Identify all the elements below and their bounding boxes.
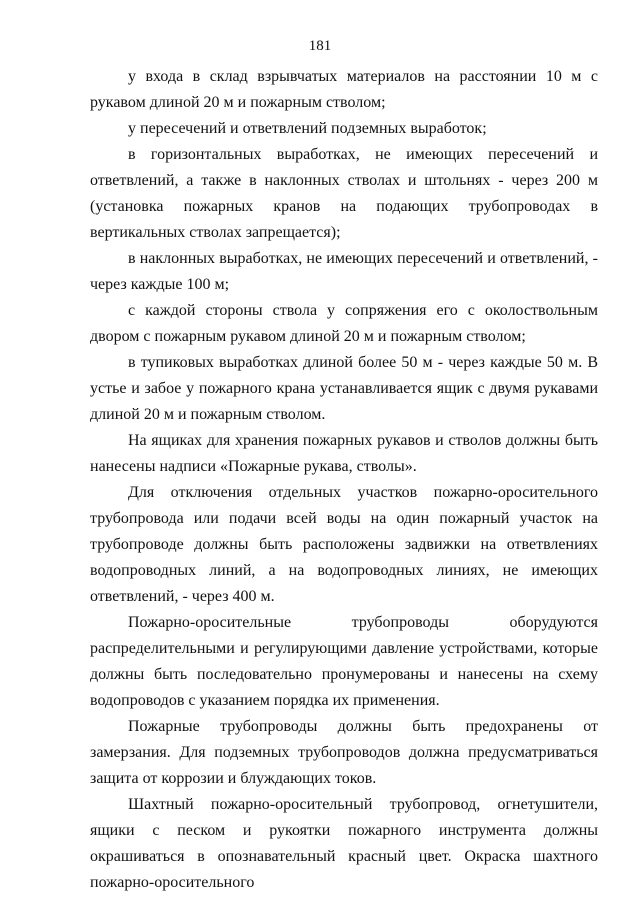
paragraph: Пожарно-оросительные трубопроводы оборудуются распределительными и регулирующими давление устройствами, которые должны быть последовательно пронумерованы и нанесены на схему водопроводов с указанием порядка их применения.	[90, 614, 598, 709]
paragraph: у пересечений и ответвлений подземных выработок;	[128, 120, 487, 137]
paragraph: с каждой стороны ствола у сопряжения его с околоствольным двором с пожарным рукавом длиной 20 м и пожарным стволом;	[90, 302, 598, 345]
paragraph: На ящиках для хранения пожарных рукавов и стволов должны быть нанесены надписи «Пожарные рукава, стволы».	[90, 432, 598, 475]
paragraph: Шахтный пожарно-оросительный трубопровод, огнетушители, ящики с песком и рукоятки пожарного инструмента должны окрашиваться в опознавательный красный цвет. Окраска шахтного пожарно-оросительного	[90, 796, 598, 891]
paragraph: у входа в склад взрывчатых материалов на расстоянии 10 м с рукавом длиной 20 м и пожарным стволом;	[90, 68, 598, 111]
paragraph: Для отключения отдельных участков пожарно-оросительного трубопровода или подачи всей воды на один пожарный участок на трубопроводе должны быть расположены задвижки на ответвлениях водопроводных линий, а на водопроводных линиях, не имеющих ответвлений, - через 400 м.	[90, 484, 598, 605]
paragraph: в наклонных выработках, не имеющих пересечений и ответвлений, - через каждые 100 м;	[90, 250, 598, 293]
page-number: 181	[308, 38, 332, 54]
paragraph: в горизонтальных выработках, не имеющих пересечений и ответвлений, а также в наклонных стволах и штольнях - через 200 м (установка пожарных кранов на подающих трубопроводах в вертикальных стволах запрещается);	[90, 146, 598, 241]
paragraph: в тупиковых выработках длиной более 50 м - через каждые 50 м. В устье и забое у пожарного крана устанавливается ящик с двумя рукавами длиной 20 м и пожарным стволом.	[90, 354, 598, 423]
document-body	[90, 64, 598, 896]
paragraph: Пожарные трубопроводы должны быть предохранены от замерзания. Для подземных трубопроводов должна предусматриваться защита от коррозии и блуждающих токов.	[90, 718, 598, 787]
